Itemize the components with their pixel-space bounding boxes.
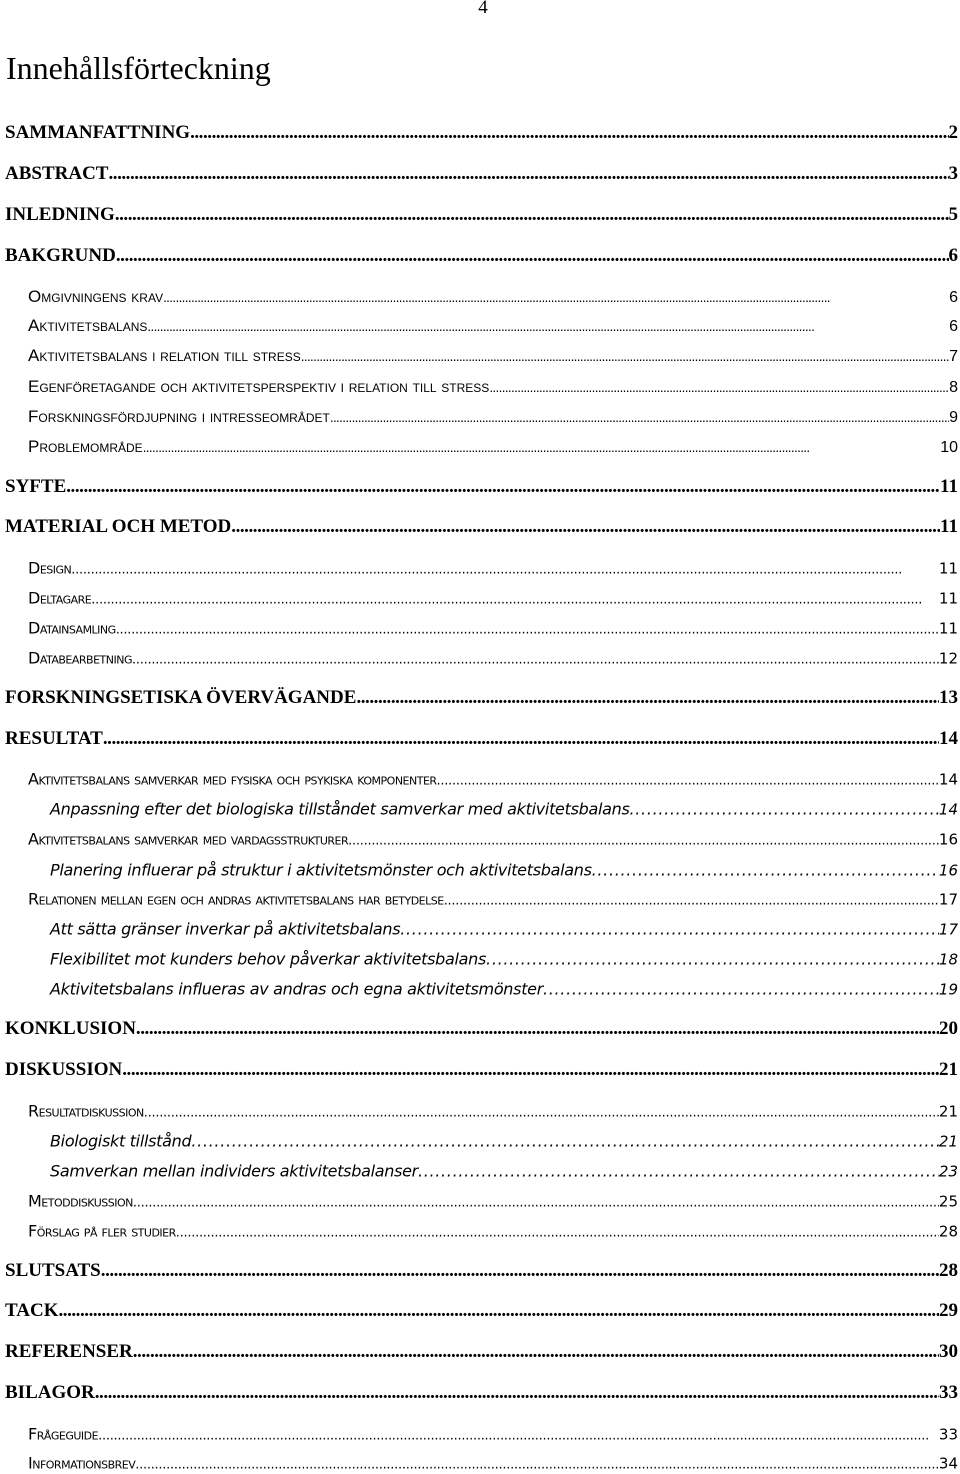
toc-entry-page: 6: [949, 318, 958, 335]
dot-leader: [444, 894, 939, 909]
toc-entry-title: KONKLUSION: [5, 1018, 136, 1039]
toc-entry-problemomrade[interactable]: [28, 437, 958, 457]
toc-entry-inledning[interactable]: [5, 204, 958, 226]
toc-entry-title: Flexibilitet mot kunders behov påverkar aktivitetsbalans: [50, 949, 487, 969]
toc-entry-aktivitetsbalans[interactable]: [28, 316, 958, 336]
toc-entry-diskussion[interactable]: [5, 1059, 958, 1081]
toc-entry-samverkan[interactable]: [50, 1162, 958, 1181]
toc-entry-title: Design: [28, 558, 72, 578]
toc-entry-page: 16: [938, 861, 958, 880]
toc-entry-omgivningens-krav[interactable]: [28, 287, 958, 307]
toc-entry-page: 16: [938, 830, 958, 849]
dot-leader: [592, 861, 939, 880]
toc-entry-vardagsstrukturer[interactable]: [28, 830, 958, 849]
toc-entry-datainsamling[interactable]: [28, 619, 958, 638]
toc-entry-title: Databearbetning: [28, 648, 132, 668]
toc-entry-title: SLUTSATS: [5, 1260, 101, 1281]
toc-entry-title: Problemområde: [28, 437, 143, 456]
dot-leader: [348, 834, 939, 849]
page-title: Innehållsförteckning: [6, 50, 271, 86]
toc-entry-title: Förslag på fler studier: [28, 1221, 176, 1241]
dot-leader: [58, 1300, 939, 1322]
dot-leader: [418, 1162, 939, 1181]
dot-leader: [437, 774, 939, 789]
dot-leader: [147, 319, 949, 334]
toc-entry-databearbetning[interactable]: [28, 649, 958, 668]
toc-entry-title: Frågeguide: [28, 1424, 99, 1444]
dot-leader: [108, 163, 948, 185]
toc-entry-title: DISKUSSION: [5, 1059, 123, 1080]
toc-entry-resultatdiskussion[interactable]: [28, 1102, 958, 1121]
toc-entry-page: 7: [949, 348, 958, 365]
toc-entry-title: Anpassning efter det biologiska tillståndet samverkar med aktivitetsbalans: [50, 799, 630, 819]
toc-entry-page: 2: [948, 122, 958, 143]
dot-leader: [116, 245, 949, 267]
toc-entry-page: 12: [938, 649, 958, 668]
toc-entry-page: 28: [938, 1222, 958, 1241]
dot-leader: [630, 800, 939, 819]
toc-entry-page: 21: [938, 1132, 958, 1151]
toc-entry-title: SYFTE: [5, 476, 67, 497]
toc-entry-page: 33: [939, 1382, 958, 1403]
toc-entry-aktivitetsbalans-stress[interactable]: [28, 346, 958, 366]
dot-leader: [101, 1260, 939, 1282]
toc-entry-title: FORSKNINGSETISKA ÖVERVÄGANDE: [5, 687, 357, 708]
toc-entry-page: 11: [938, 619, 958, 638]
toc-entry-page: 5: [948, 204, 958, 225]
toc-entry-title: INLEDNING: [5, 204, 115, 225]
toc-entry-page: 14: [939, 728, 958, 749]
dot-leader: [116, 623, 939, 638]
toc-entry-design[interactable]: [28, 559, 958, 578]
dot-leader: [136, 1018, 939, 1040]
toc-entry-referenser[interactable]: [5, 1341, 958, 1363]
dot-leader: [95, 1382, 939, 1404]
toc-entry-page: 17: [938, 920, 958, 939]
dot-leader: [543, 980, 939, 999]
toc-entry-flexibilitet[interactable]: [50, 950, 958, 969]
dot-leader: [66, 476, 940, 498]
dot-leader: [191, 1132, 939, 1151]
dot-leader: [103, 728, 939, 750]
toc-entry-title: SAMMANFATTNING: [5, 122, 191, 143]
toc-entry-page: 21: [939, 1059, 958, 1080]
toc-entry-page: 18: [938, 950, 958, 969]
dot-leader: [176, 1226, 939, 1241]
toc-entry-page: 8: [949, 379, 958, 396]
toc-entry-title: Relationen mellan egen och andras aktivitetsbalans har betydelse: [28, 889, 444, 909]
dot-leader: [133, 1341, 939, 1363]
dot-leader: [144, 1106, 939, 1121]
toc-entry-egenforetagande[interactable]: [28, 377, 958, 397]
toc-entry-title: Forskningsfördjupning i intresseområdet: [28, 407, 330, 426]
dot-leader: [190, 122, 948, 144]
toc-entry-title: BAKGRUND: [5, 245, 116, 266]
dot-leader: [163, 290, 949, 305]
toc-entry-page: 14: [938, 800, 958, 819]
toc-entry-title: REFERENSER: [5, 1341, 133, 1362]
toc-entry-satta-granser[interactable]: [50, 920, 958, 939]
toc-entry-page: 17: [938, 890, 958, 909]
toc-entry-title: Deltagare: [28, 588, 92, 608]
toc-entry-biologiskt-tillstand[interactable]: [50, 1132, 958, 1151]
toc-entry-page: 28: [939, 1260, 958, 1281]
toc-entry-fysiska-psykiska[interactable]: [28, 770, 958, 789]
toc-entry-slutsats[interactable]: [5, 1260, 958, 1282]
toc-entry-title: Aktivitetsbalans i relation till stress: [28, 346, 301, 365]
dot-leader: [301, 349, 949, 364]
toc-entry-anpassning[interactable]: [50, 800, 958, 819]
toc-entry-title: Aktivitetsbalans samverkar med vardagsstrukturer: [28, 829, 349, 849]
toc-entry-title: MATERIAL OCH METOD: [5, 516, 232, 537]
toc-entry-resultat[interactable]: [5, 728, 958, 750]
toc-entry-frageguide[interactable]: [28, 1425, 958, 1444]
dot-leader: [400, 920, 939, 939]
toc-entry-title: BILAGOR: [5, 1382, 95, 1403]
toc-entry-page: 23: [938, 1162, 958, 1181]
dot-leader: [231, 516, 940, 538]
toc-entry-title: TACK: [5, 1300, 59, 1321]
toc-entry-bakgrund[interactable]: [5, 245, 958, 267]
toc-entry-page: 11: [938, 559, 958, 578]
toc-entry-title: Aktivitetsbalans samverkar med fysiska och psykiska komponenter: [28, 769, 437, 789]
toc-entry-title: Aktivitetsbalans: [28, 316, 148, 335]
toc-entry-forskningsetiska[interactable]: [5, 687, 958, 709]
toc-entry-syfte[interactable]: [5, 476, 958, 498]
toc-entry-title: RESULTAT: [5, 728, 103, 749]
dot-leader: [133, 1196, 939, 1211]
page-number: 4: [478, 0, 488, 18]
toc-entry-page: 10: [940, 439, 958, 456]
toc-entry-page: 11: [940, 516, 958, 537]
dot-leader: [356, 687, 939, 709]
toc-entry-title: Samverkan mellan individers aktivitetsbalanser: [50, 1161, 418, 1181]
toc-entry-title: Egenföretagande och aktivitetsperspektiv i relation till stress: [28, 377, 490, 396]
toc-entry-page: 14: [938, 770, 958, 789]
toc-entry-abstract[interactable]: [5, 163, 958, 185]
toc-entry-page: 25: [938, 1192, 958, 1211]
toc-entry-planering[interactable]: [50, 861, 958, 880]
toc-entry-title: Aktivitetsbalans influeras av andras och egna aktivitetsmönster: [50, 979, 543, 999]
dot-leader: [122, 1059, 939, 1081]
toc-entry-sammanfattning[interactable]: [5, 122, 958, 144]
dot-leader: [135, 1458, 939, 1473]
dot-leader: [330, 410, 949, 425]
toc-entry-page: 9: [949, 409, 958, 426]
toc-entry-title: Informationsbrev: [28, 1453, 136, 1473]
toc-entry-page: 21: [938, 1102, 958, 1121]
toc-entry-forslag[interactable]: [28, 1222, 958, 1241]
toc-entry-title: Att sätta gränser inverkar på aktivitetsbalans: [50, 919, 401, 939]
toc-entry-material-och-metod[interactable]: [5, 516, 958, 538]
toc-entry-page: 33: [938, 1425, 958, 1444]
dot-leader: [98, 1429, 939, 1444]
dot-leader: [132, 653, 939, 668]
toc-entry-title: Biologiskt tillstånd: [50, 1131, 192, 1151]
toc-entry-tack[interactable]: [5, 1300, 958, 1322]
toc-entry-forskningsfordjupning[interactable]: [28, 407, 958, 427]
toc-entry-page: 30: [939, 1341, 958, 1362]
toc-entry-title: Planering influerar på struktur i aktivitetsmönster och aktivitetsbalans: [50, 860, 592, 880]
toc-entry-page: 11: [938, 589, 958, 608]
toc-entry-deltagare[interactable]: [28, 589, 958, 608]
dot-leader: [486, 950, 939, 969]
toc-entry-page: 3: [948, 163, 958, 184]
toc-entry-page: 13: [939, 687, 958, 708]
toc-entry-page: 34: [938, 1454, 958, 1473]
toc-entry-metoddiskussion[interactable]: [28, 1192, 958, 1211]
toc-entry-informationsbrev[interactable]: [28, 1454, 958, 1473]
toc-entry-bilagor[interactable]: [5, 1382, 958, 1404]
toc-entry-konklusion[interactable]: [5, 1018, 958, 1040]
toc-entry-title: Metoddiskussion: [28, 1191, 133, 1211]
toc-entry-title: Datainsamling: [28, 618, 116, 638]
dot-leader: [489, 380, 949, 395]
dot-leader: [115, 204, 949, 226]
toc-entry-page: 20: [939, 1018, 958, 1039]
toc-entry-page: 6: [949, 289, 958, 306]
toc-entry-page: 11: [940, 476, 958, 497]
toc-entry-page: 19: [938, 980, 958, 999]
toc-entry-title: ABSTRACT: [5, 163, 109, 184]
dot-leader: [71, 563, 939, 578]
toc-entry-page: 6: [948, 245, 958, 266]
toc-entry-page: 29: [939, 1300, 958, 1321]
toc-entry-title: Omgivningens krav: [28, 287, 164, 306]
dot-leader: [91, 593, 939, 608]
toc-entry-title: Resultatdiskussion: [28, 1101, 144, 1121]
dot-leader: [143, 440, 941, 455]
toc-entry-relationen[interactable]: [28, 890, 958, 909]
toc-entry-influeras[interactable]: [50, 980, 958, 999]
